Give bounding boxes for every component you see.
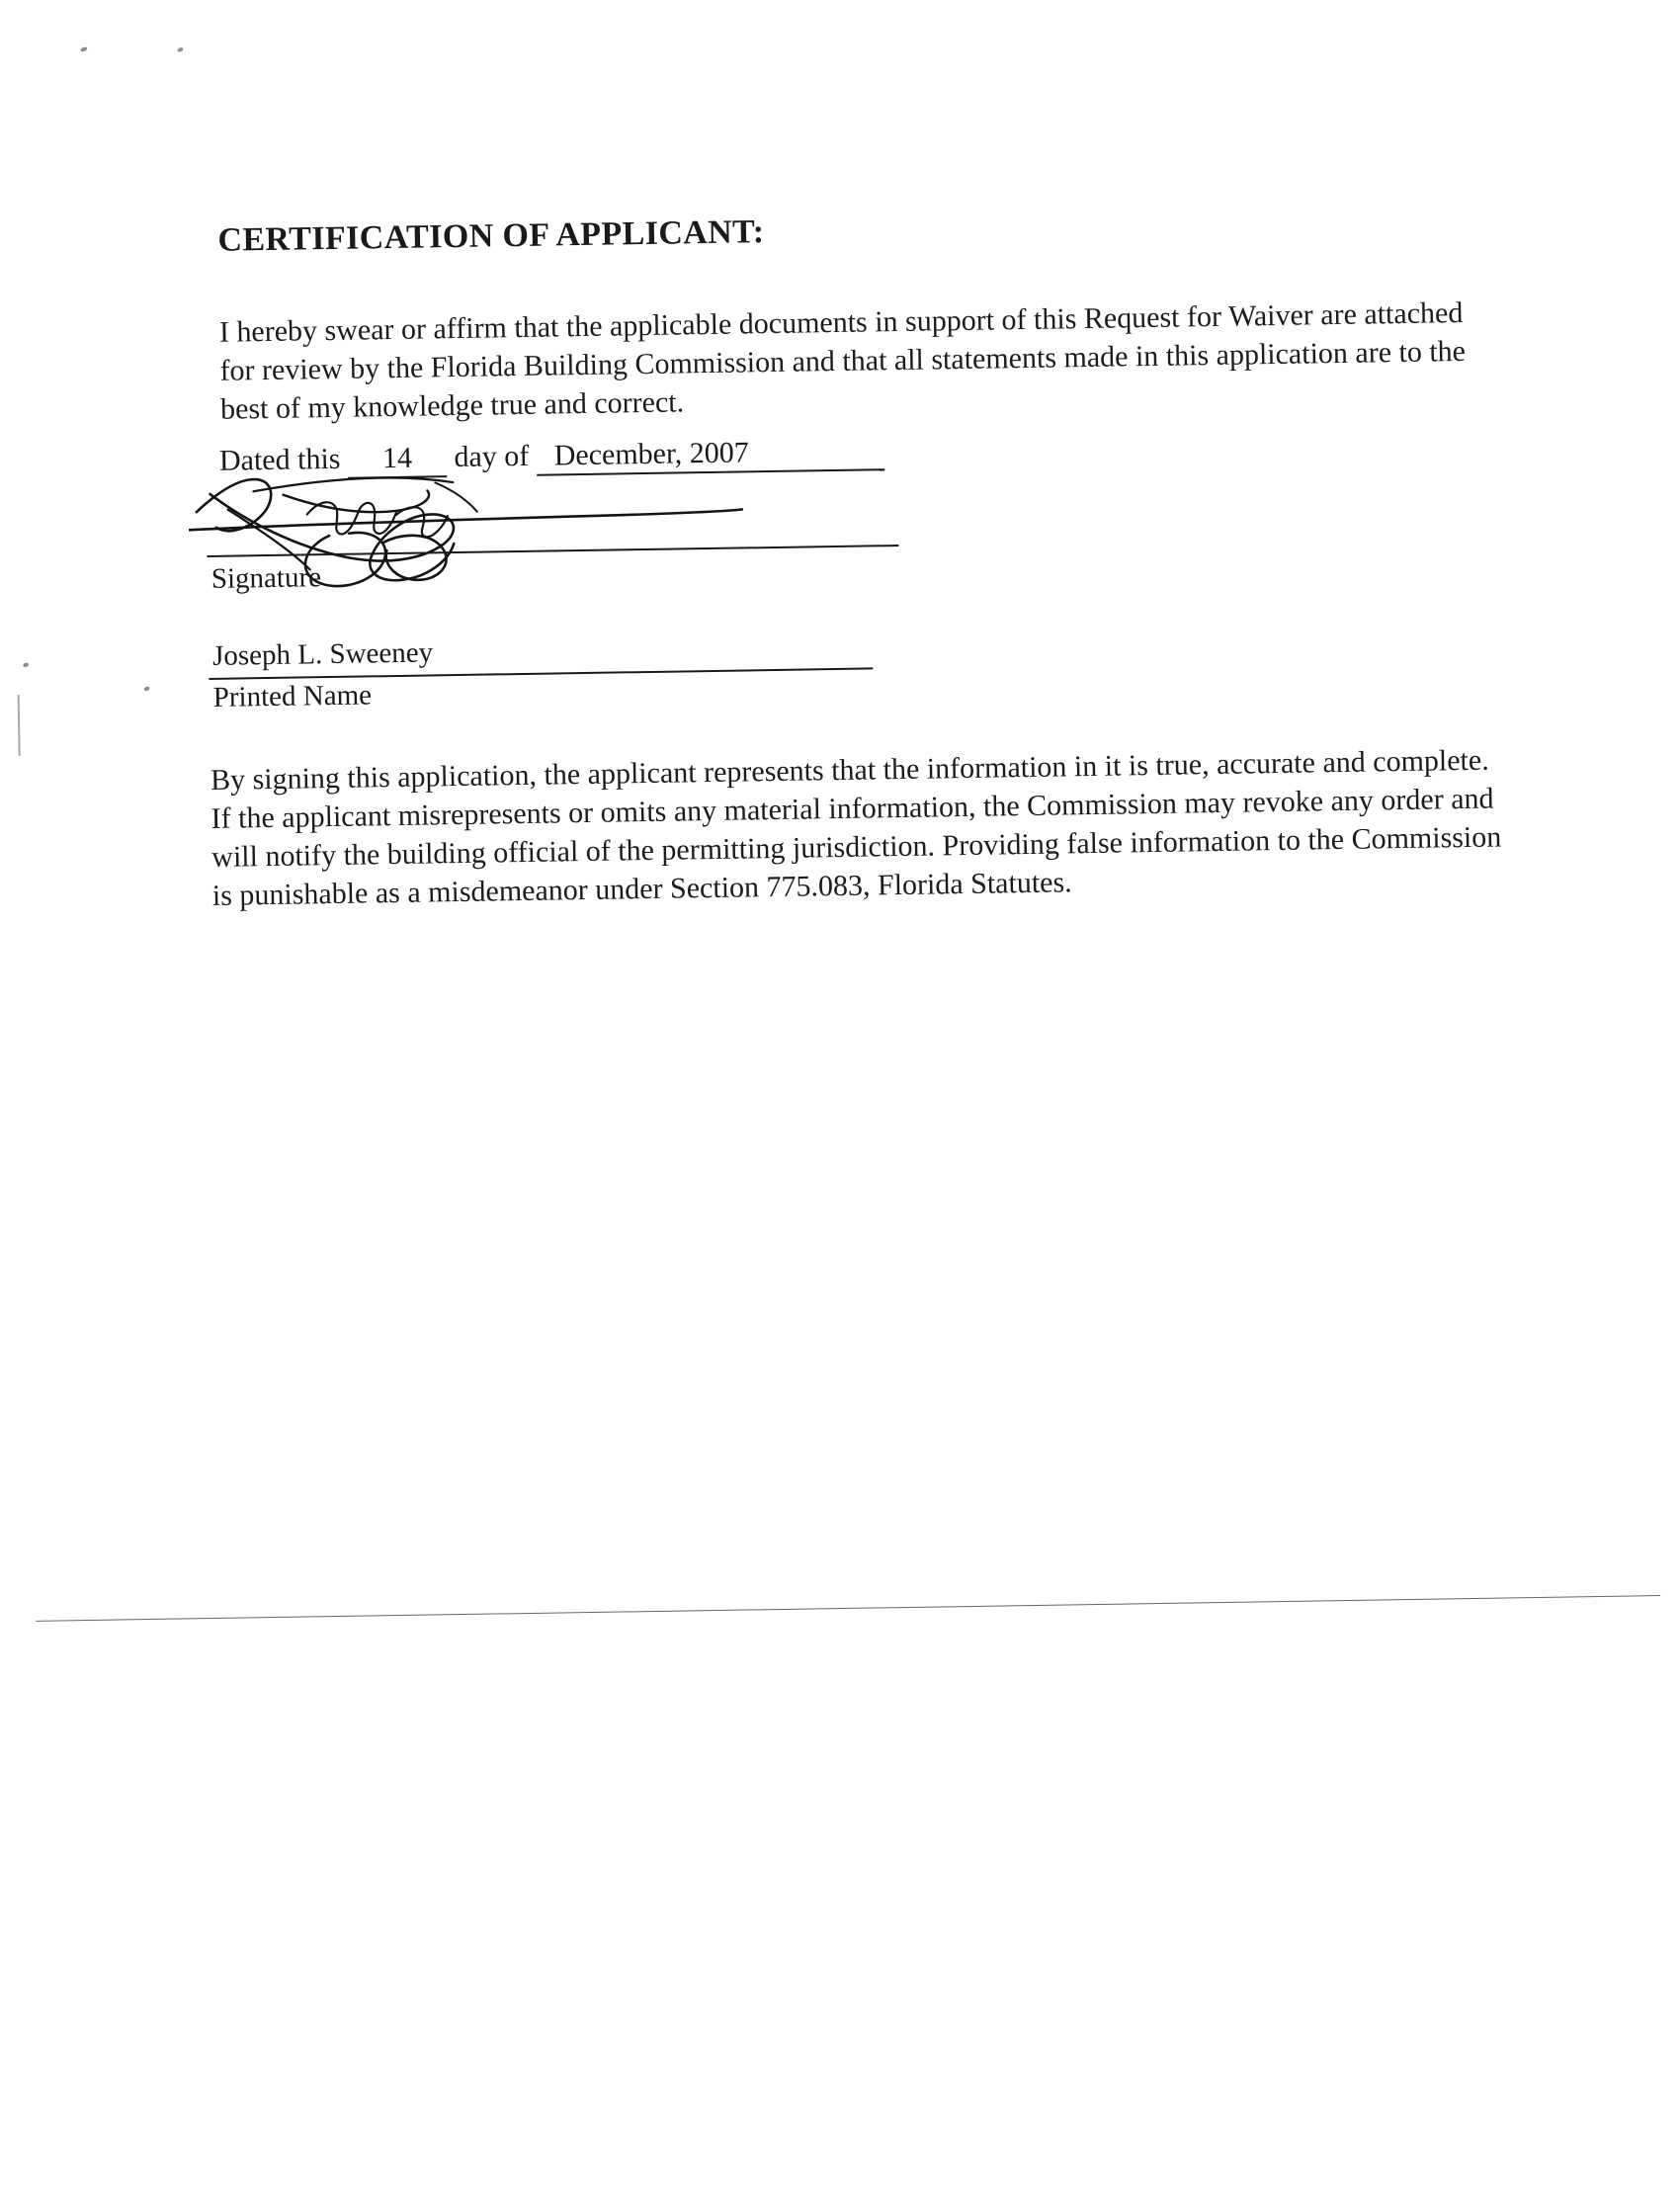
page-title: CERTIFICATION OF APPLICANT:: [217, 213, 765, 259]
scan-speckle-icon: [23, 662, 30, 668]
dated-prefix-label: Dated this: [218, 442, 341, 477]
dated-day-field[interactable]: 14: [348, 441, 448, 479]
signature-rule: [207, 545, 898, 557]
scan-speckle-icon: [80, 46, 88, 52]
printed-name-value[interactable]: Joseph L. Sweeney: [211, 636, 434, 672]
dated-line: [219, 429, 1208, 481]
dated-month-year-field[interactable]: December, 2007: [536, 434, 884, 476]
scan-speckle-icon: [143, 686, 150, 692]
signature-label: Signature: [210, 561, 322, 595]
printed-name-label: Printed Name: [212, 679, 373, 714]
consent-paragraph: By signing this application, the applicant represents that the information in it is true, accurate and complete. If the applicant misrepresents or omits any material information, the Commission may revoke any order and will notify the building official of the permitting jurisdiction. Providing false information to the Commission is punishable as a misdemeanor under Section 775.083, Florida Statutes.: [210, 743, 1502, 912]
footer-divider: [36, 1595, 1660, 1622]
dated-middle-label: day of: [454, 439, 530, 474]
oath-paragraph: I hereby swear or affirm that the applicable documents in support of this Request for Waiver are attached for review by the Florida Building Commission and that all statements made in this application are to the best of my knowledge true and correct.: [218, 296, 1467, 426]
scan-speckle-icon: [177, 46, 184, 52]
scan-edge-mark: [18, 695, 21, 756]
